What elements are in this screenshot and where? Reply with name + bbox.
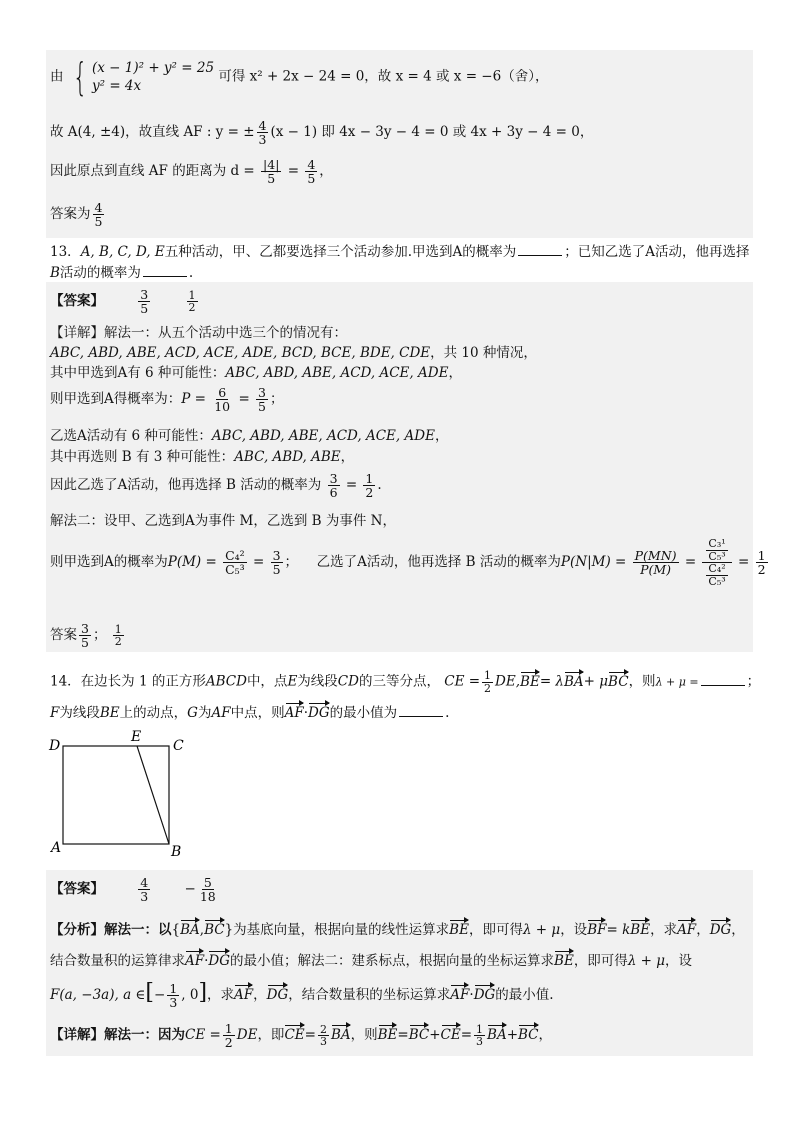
analysis-14-line-2: 结合数量积的运算律求AF·DG的最小值；解法二：建系标点，根据向量的坐标运算求BE，即可得λ + μ，设 xyxy=(50,953,693,969)
label-c: C xyxy=(173,738,184,754)
compound-fraction xyxy=(702,538,731,587)
question-13-line-1: 13．A, B, C, D, E五种活动，甲、乙都要选择三个活动参加.甲选到A的概率为 ；已知乙选了A活动，他再选择 xyxy=(50,244,750,260)
answer-14-line: 【答案】 $\frac{4}{3}$ − $\frac{5}{18}$ xyxy=(50,875,216,905)
answer-blank xyxy=(701,673,745,686)
question-14-line-1: 14．在边长为 1 的正方形ABCD中，点E为线段CD的三等分点， CE = $\frac{1}{2}$ DE,BE= λBA+ μBC，则λ + μ = ； xyxy=(50,669,761,695)
detail-13-line-5: 乙选A活动有 6 种可能性：ABC, ABD, ABE, ACD, ACE, ADE， xyxy=(50,428,449,444)
solution-line-answer: 答案为 $\frac{4}{5}$ xyxy=(50,200,103,230)
fraction: $\frac{3}{5}$ xyxy=(140,287,149,317)
fraction: $\frac{4}{3}$ xyxy=(258,118,267,148)
fraction: $\frac{4}{3}$ xyxy=(140,875,149,905)
label-b: B xyxy=(171,844,182,860)
fraction: $\frac{1}{2}$ xyxy=(365,471,374,501)
detail-13-line-9: 则甲选到A的概率为P(M) = $\frac{\text{C₄²}}{\text{C₅³}}$ = $\frac{3}{5}$ ； 乙选了A活动，他再选择 B 活动的概率为P(N|M) = $\frac{P(MN)}{P(M)}$ = $\frac{\frac{\text{C₃¹}}{\text{C₅³}}}{\frac{\text{C₄²}}{\text{C₅³}}}$ = $\frac{1}{2}$ xyxy=(50,537,766,588)
fraction: $\frac{3}{5}$ xyxy=(272,547,281,578)
fraction: $\frac{|4|}{5}$ xyxy=(263,157,280,187)
solution-line-distance: 因此原点到直线 AF 的距离为 d = $\frac{|4|}{5}$ = $\frac{4}{5}$ ， xyxy=(50,157,333,187)
detail-13-line-8: 解法二：设甲、乙选到A为事件 M，乙选到 B 为事件 N， xyxy=(50,513,396,529)
fraction: $\frac{6}{10}$ xyxy=(214,385,231,415)
fraction: $\frac{4}{5}$ xyxy=(307,157,316,187)
square-figure xyxy=(45,728,205,863)
label-a: A xyxy=(51,840,62,856)
fraction: $\frac{3}{5}$ xyxy=(258,385,266,415)
fraction: $\frac{\text{C₃¹}}{\text{C₅³}}$ xyxy=(708,537,726,563)
label-d: D xyxy=(49,738,61,754)
fraction: $\frac{\text{C₄²}}{\text{C₅³}}$ xyxy=(708,562,726,588)
fraction: $\frac{\text{C₄²}}{\text{C₅³}}$ xyxy=(225,547,245,578)
fraction: $\frac{P(MN)}{P(M)}$ xyxy=(634,547,677,578)
fraction: $\frac{2}{3}$ xyxy=(319,1022,327,1049)
fraction: $\frac{1}{2}$ xyxy=(484,669,492,695)
fraction: $\frac{4}{5}$ xyxy=(94,200,103,230)
equation-system: { (x − 1)² + y² = 25 y² = 4x xyxy=(72,55,215,99)
fraction: $\frac{3}{6}$ xyxy=(329,471,338,501)
detail-13-line-2: ABC, ABD, ABE, ACD, ACE, ADE, BCD, BCE, BDE, CDE，共 10 种情况， xyxy=(50,345,537,361)
detail-13-line-3: 其中甲选到A有 6 种可能性：ABC, ABD, ABE, ACD, ACE, ADE， xyxy=(50,365,462,381)
detail-13-line-10: 答案 $\frac{3}{5}$ ； $\frac{1}{2}$ xyxy=(50,621,122,651)
fraction: $\frac{1}{2}$ xyxy=(757,547,766,578)
detail-13-line-1: 【详解】解法一：从五个活动中选三个的情况有： xyxy=(50,325,347,341)
segment-be xyxy=(137,746,169,844)
label-e: E xyxy=(131,729,142,745)
fraction: $\frac{1}{2}$ xyxy=(188,288,196,315)
solution-line-system: 由 { (x − 1)² + y² = 25 y² = 4x 可得 x² + 2x − 24 = 0，故 x = 4 或 x = −6（舍）， xyxy=(50,55,549,99)
solution-line-line-af: 故 A(4, ±4)，故直线 AF : y = ± $\frac{4}{3}$ (x − 1) 即 4x − 3y − 4 = 0 或 4x + 3y − 4 = 0， xyxy=(50,118,594,148)
fraction: $\frac{5}{18}$ xyxy=(199,875,216,905)
analysis-14-line-1: 【分析】解法一：以{BA,BC}为基底向量，根据向量的线性运算求BE，即可得λ + μ，设BF= kBE，求AF，DG， xyxy=(50,922,745,938)
brace-glyph: { xyxy=(72,55,88,99)
answer-blank xyxy=(143,264,187,277)
fraction: $\frac{1}{3}$ xyxy=(476,1022,484,1049)
answer-blank xyxy=(399,704,443,717)
detail-13-line-4: 则甲选到A得概率为：P = $\frac{6}{10}$ = $\frac{3}{5}$ ； xyxy=(50,385,284,415)
fraction: $\frac{1}{3}$ xyxy=(169,980,178,1010)
fraction: $\frac{1}{2}$ xyxy=(114,622,122,649)
detail-14-line-1: 【详解】解法一：因为CE = $\frac{1}{2}$ DE，即CE= $\frac{2}{3}$ BA，则BE=BC+CE= $\frac{1}{3}$ BA+BC， xyxy=(50,1021,553,1051)
answer-13-line: 【答案】 $\frac{3}{5}$ $\frac{1}{2}$ xyxy=(50,287,196,317)
analysis-14-line-3: F(a, −3a), a ∈[− $\frac{1}{3}$ , 0]，求AF，DG，结合数量积的坐标运算求AF·DG的最小值. xyxy=(50,980,554,1010)
detail-13-line-7: 因此乙选了A活动，他再选择 B 活动的概率为 $\frac{3}{6}$ = $\frac{1}{2}$ . xyxy=(50,471,382,501)
answer-blank xyxy=(518,243,562,256)
question-14-line-2: F为线段BE上的动点，G为AF中点，则AF·DG的最小值为 . xyxy=(50,705,450,721)
fraction: $\frac{1}{2}$ xyxy=(224,1021,233,1051)
fraction: $\frac{3}{5}$ xyxy=(81,621,89,651)
detail-13-line-6: 其中再选则 B 有 3 种可能性：ABC, ABD, ABE， xyxy=(50,449,355,465)
question-13-line-2: B活动的概率为 . xyxy=(50,265,194,281)
